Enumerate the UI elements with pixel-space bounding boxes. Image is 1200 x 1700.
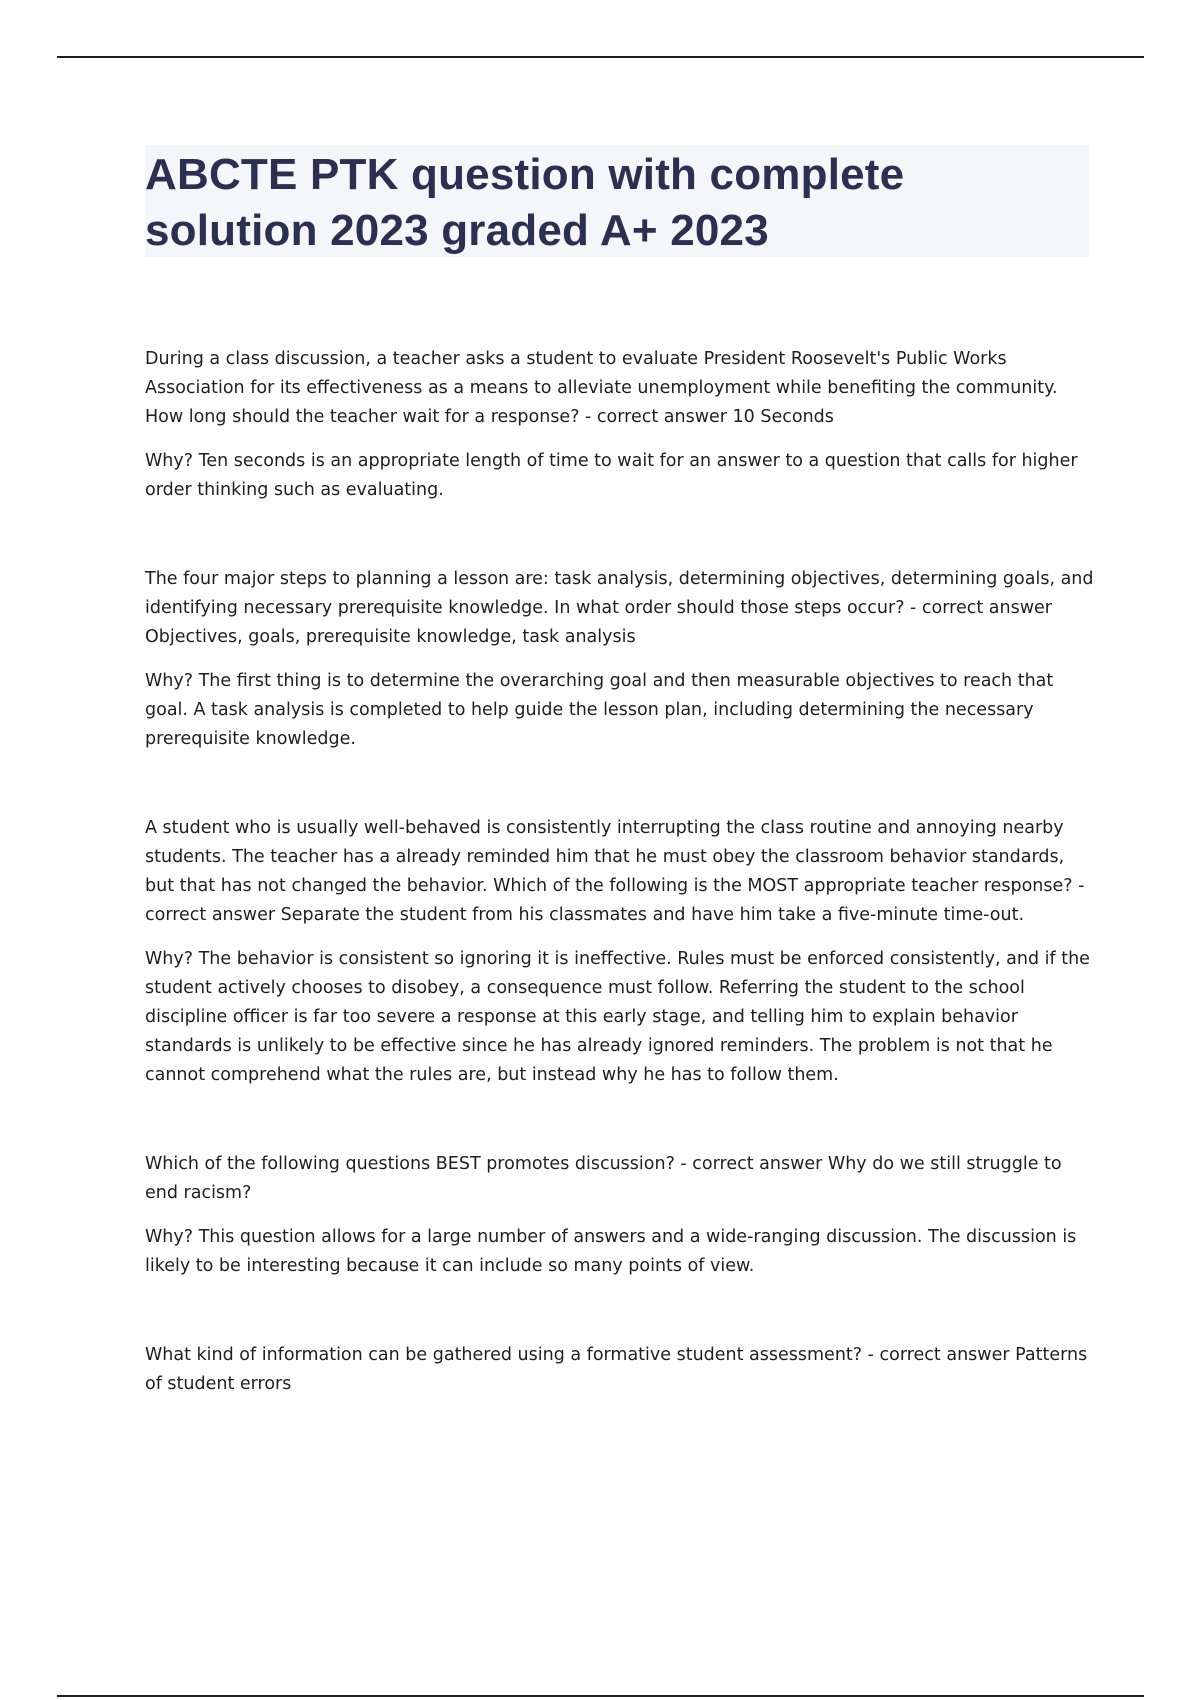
top-rule — [57, 56, 1144, 58]
question-text: Which of the following questions BEST promotes discussion? - correct answer Why do we still struggle to end racism? — [145, 1154, 1062, 1203]
qa-item — [145, 565, 1095, 754]
qa-item — [145, 345, 1095, 505]
explanation-text: Why? Ten seconds is an appropriate length of time to wait for an answer to a question that calls for higher order thinking such as evaluating. — [145, 451, 1078, 500]
question-text: During a class discussion, a teacher asks a student to evaluate President Roosevelt's Public Works Association for its effectiveness as a means to alleviate unemployment while benefiting the community. How long should the teacher wait for a response? - correct answer 10 Seconds — [145, 349, 1058, 427]
explanation-text: Why? The behavior is consistent so ignoring it is ineffective. Rules must be enforced consistently, and if the student actively chooses to disobey, a consequence must follow. Referring the student to the school discipline officer is far too severe a response at this early stage, and telling him to explain behavior standards is unlikely to be effective since he has already ignored reminders. The problem is not that he cannot comprehend what the rules are, but instead why he has to follow them. — [145, 949, 1090, 1085]
bottom-rule — [57, 1695, 1144, 1697]
question-text: What kind of information can be gathered using a formative student assessment? - correct answer Patterns of student errors — [145, 1345, 1088, 1394]
explanation-text: Why? The first thing is to determine the overarching goal and then measurable objectives to reach that goal. A task analysis is completed to help guide the lesson plan, including determining the necessary prerequisite knowledge. — [145, 671, 1054, 749]
qa-item — [145, 1341, 1095, 1399]
question-text: A student who is usually well-behaved is consistently interrupting the class routine and annoying nearby students. The teacher has a already reminded him that he must obey the classroom behavior standards, but that has not changed the behavior. Which of the following is the MOST appropriate teacher response? - correct answer Separate the student from his classmates and have him take a five-minute time-out. — [145, 818, 1085, 925]
explanation-text: Why? This question allows for a large number of answers and a wide-ranging discussion. The discussion is likely to be interesting because it can include so many points of view. — [145, 1227, 1077, 1276]
title-banner — [145, 145, 1089, 257]
question-text: The four major steps to planning a lesson are: task analysis, determining objectives, determining goals, and identifying necessary prerequisite knowledge. In what order should those steps occur? - correct answer Objectives, goals, prerequisite knowledge, task analysis — [145, 569, 1094, 647]
document-body — [145, 345, 1095, 1399]
qa-item — [145, 1150, 1095, 1281]
qa-item — [145, 814, 1095, 1090]
page-title: ABCTE PTK question with complete solution 2023 graded A+ 2023 — [145, 150, 905, 255]
